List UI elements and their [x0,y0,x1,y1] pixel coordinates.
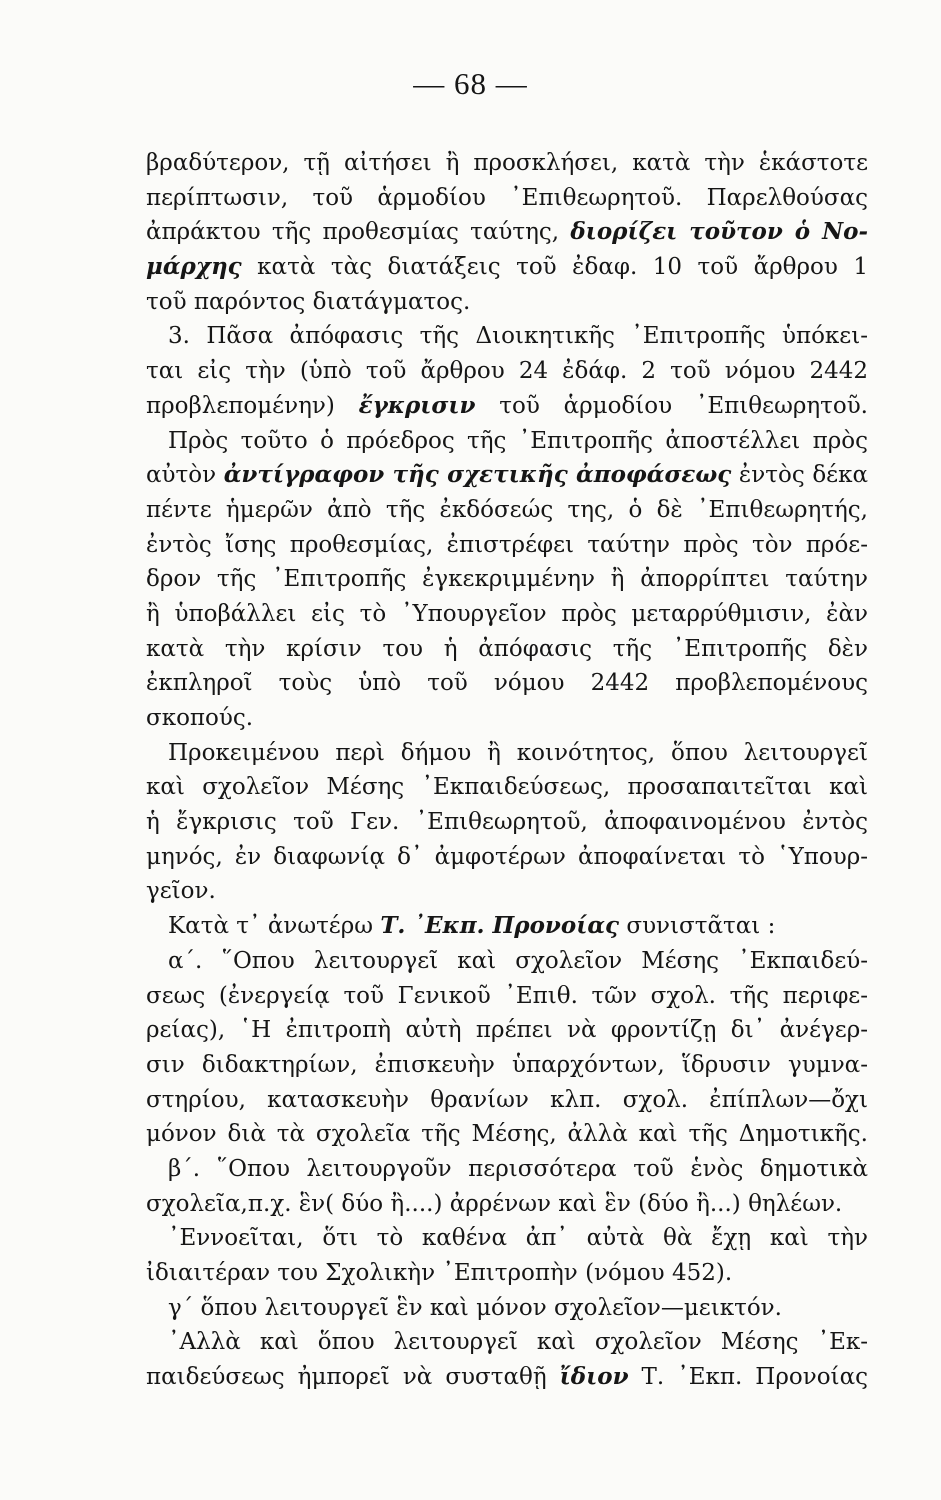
text-line: σιν διδακτηρίων, ἐπισκευὴν ὑπαρχόντων, ἵδρυσιν γυμνα- [146,1051,868,1078]
text-line [146,389,868,424]
text-segment: παιδεύσεως ἠμπορεῖ νὰ συσταθῇ [146,1364,560,1391]
text-segment: συνιστᾶται : [619,913,776,940]
text-segment: ἀπράκτου τῆς προθεσμίας ταύτης, [146,219,571,246]
text-line: σχολεῖα,π.χ. ἓν( δύο ἢ....) ἀρρένων καὶ ἓν (δύο ἢ...) θηλέων. [146,1190,843,1217]
text-line: 3. Πᾶσα ἀπόφασις τῆς Διοικητικῆς ᾿Επιτροπῆς ὑπόκει- [168,323,868,350]
text-line: α΄. ῞Οπου λειτουργεῖ καὶ σχολεῖον Μέσης ᾿Εκπαιδεύ- [168,947,868,974]
emphasis-text: ἔγκρισιν [358,391,476,419]
text-line: ρείας), ῾Η ἐπιτροπὴ αὐτὴ πρέπει νὰ φροντίζῃ δι᾿ ἀνέγερ- [146,1017,868,1044]
page-number: — 68 — [413,66,528,101]
text-line: ἢ ὑποβάλλει εἰς τὸ ᾿Υπουργεῖον πρὸς μεταρρύθμισιν, ἐὰν [146,600,868,627]
text-line: Πρὸς τοῦτο ὁ πρόεδρος τῆς ᾿Επιτροπῆς ἀποστέλλει πρὸς [168,427,868,454]
text-segment: τοῦ ἁρμοδίου ᾿Επιθεωρητοῦ. [475,392,868,419]
emphasis-text: ἴδιον [559,1363,629,1391]
emphasis-text: Τ. ᾿Εκπ. Προνοίας [380,912,620,940]
text-line: τοῦ παρόντος διατάγματος. [146,288,471,315]
text-line: ἐντὸς ἴσης προθεσμίας, ἐπιστρέφει ταύτην πρὸς τὸν πρόε- [146,531,868,558]
text-segment: αὐτὸν [146,462,224,489]
text-line: καὶ σχολεῖον Μέσης ᾿Εκπαιδεύσεως, προσαπαιτεῖται καὶ [146,774,868,801]
text-segment: κατὰ τὰς διατάξεις τοῦ ἐδαφ. 10 τοῦ ἄρθρου 1 [241,254,868,281]
text-line: περίπτωσιν, τοῦ ἁρμοδίου ᾿Επιθεωρητοῦ. Παρελθούσας [146,184,868,211]
text-line: ᾿Εννοεῖται, ὅτι τὸ καθένα ἀπ᾿ αὐτὰ θὰ ἔχῃ καὶ τὴν [168,1225,868,1252]
text-line [146,458,868,493]
text-line: Προκειμένου περὶ δήμου ἢ κοινότητος, ὅπου λειτουργεῖ [168,739,868,766]
text-segment: προβλεπομένην) [146,392,359,419]
text-segment: Κατὰ τ᾿ ἀνωτέρω [168,913,381,940]
text-segment: Τ. ᾿Εκπ. Προνοίας [628,1364,868,1391]
text-line: γεῖον. [146,878,216,905]
text-line [146,215,868,250]
text-segment: ἐντὸς δέκα [731,462,868,489]
text-line: ἰδιαιτέραν του Σχολικὴν ᾿Επιτροπὴν (νόμου 452). [146,1260,733,1286]
emphasis-text: διορίζει τοῦτον ὁ Νο- [570,218,868,246]
emphasis-text: ἀντίγραφον τῆς σχετικῆς ἀποφάσεως [223,461,732,489]
text-line: βραδύτερον, τῇ αἰτήσει ἢ προσκλήσει, κατὰ τὴν ἑκάστοτε [146,150,868,176]
text-line: στηρίου, κατασκευὴν θρανίων κλπ. σχολ. ἐπίπλων—ὄχι [146,1086,868,1113]
text-line: ᾿Αλλὰ καὶ ὅπου λειτουργεῖ καὶ σχολεῖον Μέσης ᾿Εκ- [168,1329,868,1356]
text-body [146,146,868,1395]
text-line: δρον τῆς ᾿Επιτροπῆς ἐγκεκριμμένην ἢ ἀπορρίπτει ταύτην [146,566,868,593]
text-line: πέντε ἡμερῶν ἀπὸ τῆς ἐκδόσεώς της, ὁ δὲ ᾿Επιθεωρητής, [146,496,868,523]
text-line: ἐκπληροῖ τοὺς ὑπὸ τοῦ νόμου 2442 προβλεπομένους [146,670,868,697]
text-line: μόνον διὰ τὰ σχολεῖα τῆς Μέσης, ἀλλὰ καὶ τῆς Δημοτικῆς. [146,1121,868,1148]
text-line: κατὰ τὴν κρίσιν του ἡ ἀπόφασις τῆς ᾿Επιτροπῆς δὲν [146,635,868,662]
text-line [146,250,868,285]
text-line: σκοπούς. [146,705,254,731]
text-line [146,1360,868,1395]
text-line: ται εἰς τὴν (ὑπὸ τοῦ ἄρθρου 24 ἐδάφ. 2 τοῦ νόμου 2442 [146,358,868,385]
text-line [146,909,868,944]
text-line: μηνός, ἐν διαφωνίᾳ δ᾿ ἀμφοτέρων ἀποφαίνεται τὸ ῾Υπουρ- [146,843,868,870]
text-line: σεως (ἐνεργείᾳ τοῦ Γενικοῦ ᾿Επιθ. τῶν σχολ. τῆς περιφε- [146,982,868,1009]
text-line: β΄. ῞Οπου λειτουργοῦν περισσότερα τοῦ ἑνὸς δημοτικὰ [168,1155,868,1182]
text-line: γ΄ ὅπου λειτουργεῖ ἓν καὶ μόνον σχολεῖον—μεικτόν. [168,1294,782,1321]
text-line: ἡ ἔγκρισις τοῦ Γεν. ᾿Επιθεωρητοῦ, ἀποφαινομένου ἐντὸς [146,809,868,836]
emphasis-text: μάρχης [146,253,242,281]
